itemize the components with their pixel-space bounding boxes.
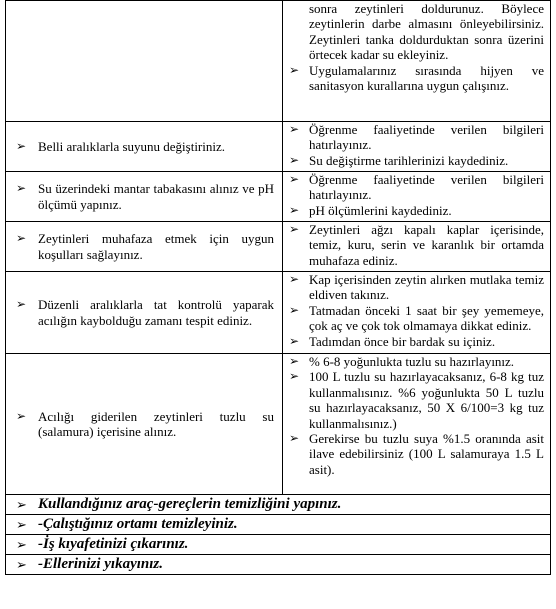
note-item	[289, 222, 544, 268]
table-row	[6, 354, 551, 495]
note-text: 100 L tuzlu su hazırlayacaksanız, 6-8 kg tuz kullanmalısınız. %6 yoğunlukta 50 L tuzlu su hazırlayacaksanız, 50 X 6/100=3 kg tuz kullanmalısınız.)	[309, 369, 544, 431]
note-text: Su değiştirme tarihlerinizi kaydediniz.	[309, 152, 509, 168]
note-item	[289, 431, 544, 477]
arrow-bullet-icon: ➢	[289, 152, 300, 167]
note-text: Uygulamalarınız sırasında hijyen ve sanitasyon kurallarına uygun çalışınız.	[309, 62, 544, 94]
note-text: sonra zeytinleri doldurunuz. Böylece zeytinlerin darbe almasını önleyebilirsiniz. Zeytinleri tanka doldurduktan sonra üzerini örtecek kadar su ekleyiniz.	[309, 1, 544, 63]
arrow-bullet-icon: ➢	[16, 536, 27, 552]
note-item	[289, 153, 544, 168]
footer-cell	[6, 515, 551, 535]
step-text: Acılığı giderilen zeytinleri tuzlu su (salamura) içerisine alınız.	[38, 408, 274, 439]
arrow-bullet-icon	[289, 1, 309, 63]
note-text: Kap içerisinden zeytin alırken mutlaka temiz eldiven takınız.	[309, 272, 544, 303]
arrow-bullet-icon: ➢	[16, 408, 27, 423]
arrow-bullet-icon: ➢	[289, 122, 300, 136]
arrow-bullet-icon: ➢	[289, 333, 300, 348]
table-row	[6, 122, 551, 172]
arrow-bullet-icon: ➢	[289, 369, 300, 384]
table-row	[6, 272, 551, 354]
arrow-bullet-icon: ➢	[16, 181, 27, 196]
arrow-bullet-icon: ➢	[16, 138, 27, 153]
footer-row	[6, 555, 551, 575]
note-text: Gerekirse bu tuzlu suya %1.5 oranında asit ilave edebilirsiniz (100 L salamuraya 1.5 L asit).	[309, 431, 544, 477]
note-text: pH ölçümlerini kaydediniz.	[309, 202, 452, 218]
step-text: Belli aralıklarla suyunu değiştiriniz.	[38, 138, 226, 154]
step-cell	[6, 1, 283, 122]
arrow-bullet-icon: ➢	[16, 231, 27, 246]
step-text: Zeytinleri muhafaza etmek için uygun koşulları sağlayınız.	[38, 231, 274, 262]
note-item	[289, 1, 544, 63]
notes-cell	[283, 222, 551, 272]
footer-row	[6, 515, 551, 535]
arrow-bullet-icon: ➢	[16, 496, 27, 512]
note-item	[289, 272, 544, 303]
arrow-bullet-icon: ➢	[289, 62, 300, 77]
note-item	[289, 172, 544, 203]
arrow-bullet-icon: ➢	[289, 354, 300, 368]
arrow-bullet-icon: ➢	[289, 302, 300, 317]
footer-instruction: -İş kıyafetinizi çıkarınız.	[38, 536, 189, 552]
notes-cell	[283, 1, 551, 122]
note-text: % 6-8 yoğunlukta tuzlu su hazırlayınız.	[309, 354, 515, 369]
arrow-bullet-icon: ➢	[16, 516, 27, 532]
note-item	[289, 369, 544, 431]
note-text: Tatmadan önceki 1 saat bir şey yememeye, çok aç ve çok tok olmamaya dikkat ediniz.	[309, 302, 544, 334]
step-text: Su üzerindeki mantar tabakasını alınız ve pH ölçümü yapınız.	[38, 181, 274, 212]
note-item	[289, 122, 544, 153]
practice-table	[5, 0, 551, 575]
notes-cell	[283, 354, 551, 495]
arrow-bullet-icon: ➢	[16, 556, 27, 572]
note-text: Öğrenme faaliyetinde verilen bilgileri hatırlayınız.	[309, 122, 544, 153]
notes-cell	[283, 122, 551, 172]
arrow-bullet-icon: ➢	[289, 272, 300, 286]
footer-cell	[6, 495, 551, 515]
step-cell	[6, 222, 283, 272]
notes-cell	[283, 172, 551, 222]
notes-cell	[283, 272, 551, 354]
step-text: Düzenli aralıklarla tat kontrolü yaparak acılığın kaybolduğu zamanı tespit ediniz.	[38, 297, 274, 328]
step-cell	[6, 172, 283, 222]
footer-row	[6, 495, 551, 515]
table-row	[6, 222, 551, 272]
note-item	[289, 63, 544, 94]
step-cell	[6, 354, 283, 495]
arrow-bullet-icon: ➢	[289, 222, 300, 236]
table-row	[6, 172, 551, 222]
note-item	[289, 203, 544, 218]
footer-instruction: -Ellerinizi yıkayınız.	[38, 556, 164, 572]
note-item	[289, 334, 544, 349]
arrow-bullet-icon: ➢	[289, 172, 300, 186]
note-item	[289, 354, 544, 369]
table-row	[6, 1, 551, 122]
footer-cell	[6, 555, 551, 575]
note-text: Zeytinleri ağzı kapalı kaplar içerisinde, temiz, kuru, serin ve karanlık bir ortamda muhafaza ediniz.	[309, 222, 544, 268]
step-cell	[6, 272, 283, 354]
arrow-bullet-icon: ➢	[16, 297, 27, 312]
note-text: Tadımdan önce bir bardak su içiniz.	[309, 333, 496, 349]
note-item	[289, 303, 544, 334]
footer-row	[6, 535, 551, 555]
step-cell	[6, 122, 283, 172]
note-text: Öğrenme faaliyetinde verilen bilgileri hatırlayınız.	[309, 172, 544, 203]
footer-instruction: -Çalıştığınız ortamı temizleyiniz.	[38, 516, 238, 532]
footer-cell	[6, 535, 551, 555]
arrow-bullet-icon: ➢	[289, 202, 300, 217]
footer-instruction: Kullandığınız araç-gereçlerin temizliğini yapınız.	[38, 496, 342, 512]
arrow-bullet-icon: ➢	[289, 431, 300, 446]
